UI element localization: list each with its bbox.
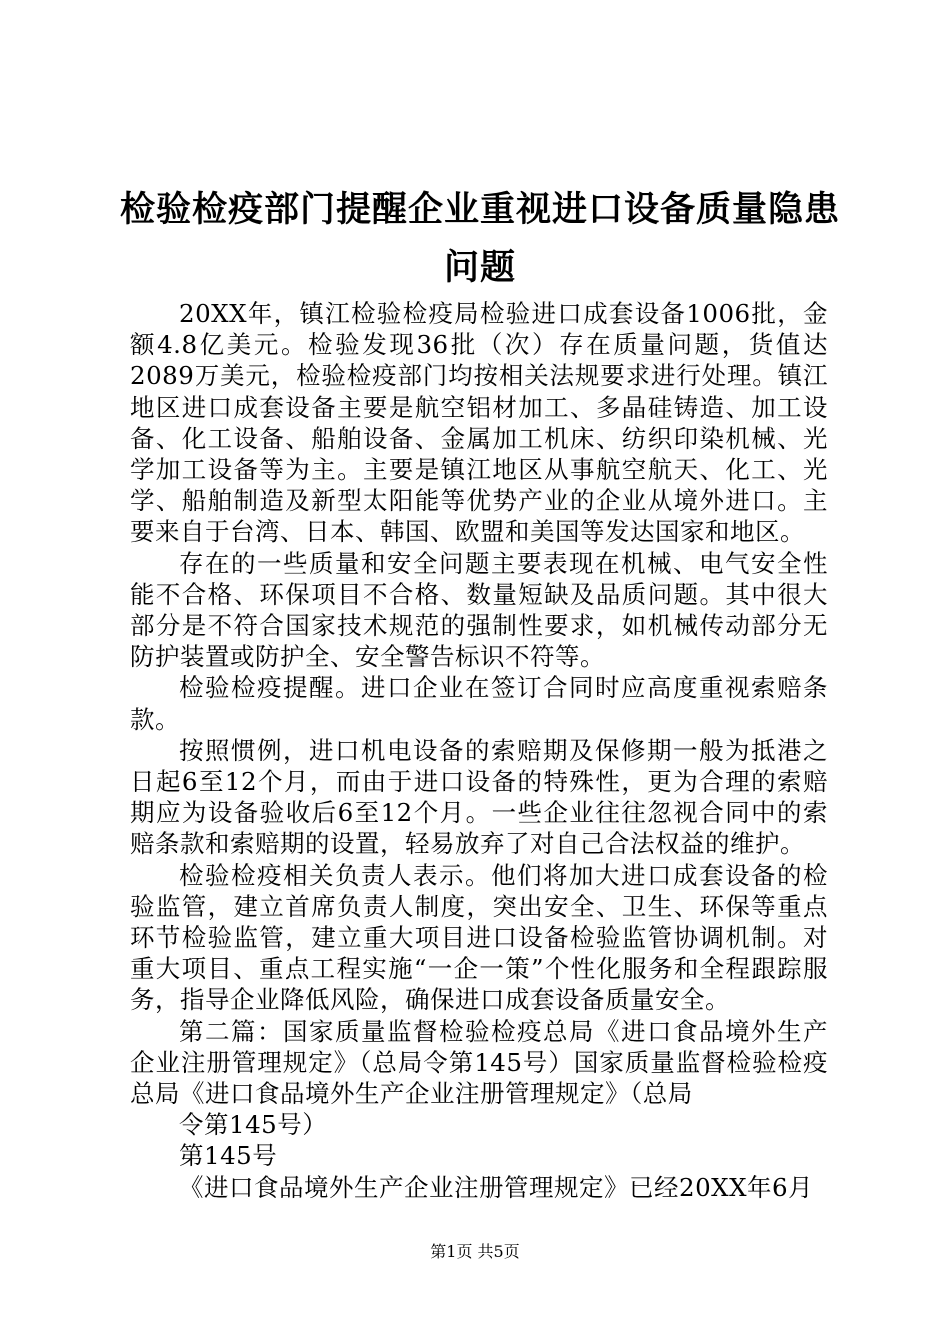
paragraph: 20XX年，镇江检验检疫局检验进口成套设备1006批，金额4.8亿美元。检验发现36批（次）存在质量问题，货值达2089万美元，检验检疫部门均按相关法规要求进行处理。镇江地区进口成套设备主要是航空铝材加工、多晶硅铸造、加工设备、化工设备、船舶设备、金属加工机床、纺织印染机械、光学加工设备等为主。主要是镇江地区从事航空航天、化工、光学、船舶制造及新型太阳能等优势产业的企业从境外进口。主要来自于台湾、日本、韩国、欧盟和美国等发达国家和地区。 [130,299,828,547]
paragraph: 《进口食品境外生产企业注册管理规定》已经20XX年6月 [179,1172,814,1202]
page-footer: 第1页 共5页 [430,1242,520,1261]
paragraph: 按照惯例，进口机电设备的索赔期及保修期一般为抵港之日起6至12个月，而由于进口设备的特殊性，更为合理的索赔期应为设备验收后6至12个月。一些企业往往忽视合同中的索赔条款和索赔期的设置，轻易放弃了对自己合法权益的维护。 [130,735,828,859]
document-line: 第145号 [179,1141,278,1171]
paragraph: 检验检疫相关负责人表示。他们将加大进口成套设备的检验监管，建立首席负责人制度，突出安全、卫生、环保等重点环节检验监管，建立重大项目进口设备检验监管协调机制。对重大项目、重点工程实施“一企一策”个性化服务和全程跟踪服务，指导企业降低风险，确保进口成套设备质量安全。 [130,860,828,1015]
document-body [130,298,828,1203]
document-title: 检验检疫部门提醒企业重视进口设备质量隐患问题 [120,190,841,288]
paragraph: 存在的一些质量和安全问题主要表现在机械、电气安全性能不合格、环保项目不合格、数量短缺及品质问题。其中很大部分是不符合国家技术规范的强制性要求，如机械传动部分无防护装置或防护全、安全警告标识不符等。 [130,548,828,672]
paragraph: 第二篇：国家质量监督检验检疫总局《进口食品境外生产企业注册管理规定》（总局令第145号）国家质量监督检验检疫总局《进口食品境外生产企业注册管理规定》（总局 [130,1016,828,1109]
document-line: 令第145号） [179,1110,328,1140]
paragraph: 检验检疫提醒。进口企业在签订合同时应高度重视索赔条款。 [130,673,828,734]
